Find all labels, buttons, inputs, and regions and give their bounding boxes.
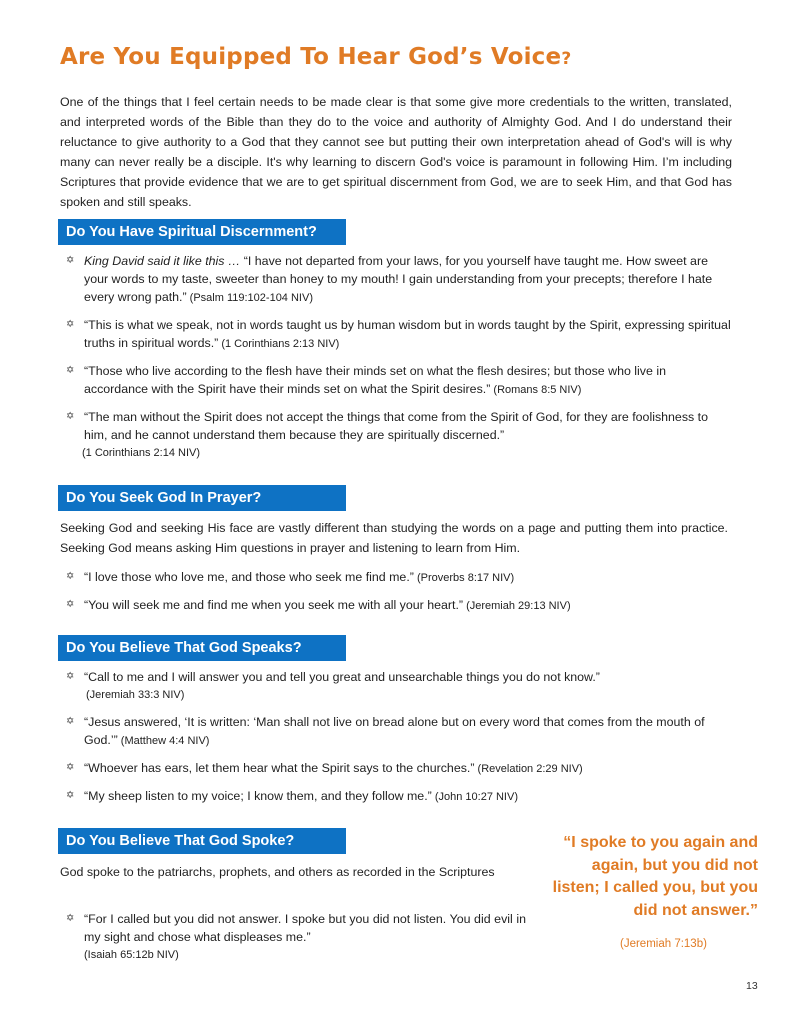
title-text: Are You Equipped To Hear God’s Voice: [60, 44, 562, 70]
list-item: [66, 668, 732, 704]
item-text: “Jesus answered, ‘It is written: ‘Man shall not live on bread alone but on every word that comes from the mouth of God.’”: [84, 715, 705, 747]
item-text: “Whoever has ears, let them hear what the Spirit says to the churches.”: [84, 761, 475, 775]
item-ref: (Psalm 119:102-104 NIV): [186, 292, 313, 304]
star-of-david-icon: ✡: [66, 571, 75, 582]
item-ref: (Proverbs 8:17 NIV): [413, 572, 515, 584]
list-item: [66, 759, 732, 778]
item-ref: (Revelation 2:29 NIV): [474, 763, 583, 775]
star-of-david-icon: ✡: [66, 913, 75, 924]
item-text: “You will seek me and find me when you seek me with all your heart.”: [84, 598, 464, 612]
page-number: 13: [746, 980, 758, 992]
list-item: [66, 596, 732, 615]
star-of-david-icon: ✡: [66, 716, 75, 727]
item-ref: (John 10:27 NIV): [431, 791, 518, 803]
seek-god-paragraph: Seeking God and seeking His face are vastly different than studying the words on a page and putting them into practice. Seeking God means asking Him questions in prayer and listening to learn from Him.: [60, 521, 728, 555]
item-ref: (1 Corinthians 2:13 NIV): [218, 338, 340, 350]
item-text: “My sheep listen to my voice; I know them, and they follow me.”: [84, 789, 432, 803]
item-ref: (Romans 8:5 NIV): [490, 384, 582, 396]
star-of-david-icon: ✡: [66, 762, 75, 773]
list-item: [66, 252, 732, 307]
list-item: [66, 787, 732, 806]
section-header-god-spoke: Do You Believe That God Spoke?: [58, 828, 346, 854]
list-item: [66, 362, 732, 399]
star-of-david-icon: ✡: [66, 365, 75, 376]
section-header-god-speaks: Do You Believe That God Speaks?: [58, 635, 346, 661]
pull-quote-reference: (Jeremiah 7:13b): [620, 938, 707, 950]
item-ref: (Isaiah 65:12b NIV): [84, 949, 179, 961]
page-title: [60, 44, 571, 70]
item-text: “I love those who love me, and those who seek me find me.”: [84, 570, 414, 584]
title-question-mark: ?: [561, 49, 572, 69]
star-of-david-icon: ✡: [66, 790, 75, 801]
star-of-david-icon: ✡: [66, 255, 75, 266]
list-item: [66, 568, 732, 587]
god-spoke-list: [66, 910, 526, 973]
god-spoke-paragraph: God spoke to the patriarchs, prophets, and others as recorded in the Scriptures: [60, 865, 495, 879]
intro-paragraph: One of the things that I feel certain needs to be made clear is that some give more credentials to the written, translated, and interpreted words of the Bible than they do to the voice and authority of Almighty God. And I do understand their reluctance to give authority to a God that they cannot see but putting their own interpretation ahead of God's will is why many can never really be a disciple. It's why learning to discern God's voice is paramount in following Him. I’m including Scriptures that provide evidence that we are to get spiritual discernment from God, we are to seek Him, and that God has spoken and still speaks.: [60, 95, 732, 209]
star-of-david-icon: ✡: [66, 411, 75, 422]
item-text: “The man without the Spirit does not accept the things that come from the Spirit of God, for they are foolishness to him, and he cannot understand them because they are spiritually discerned.”: [84, 410, 708, 442]
item-ref: (Jeremiah 33:3 NIV): [86, 689, 185, 701]
star-of-david-icon: ✡: [66, 319, 75, 330]
list-item: [66, 316, 732, 353]
item-text: “I have not departed from your laws, for you yourself have taught me. How sweet are your words to my taste, sweeter than honey to my mouth! I gain understanding from your precepts; therefore I hate every wrong path.”: [84, 254, 713, 304]
list-item: [66, 408, 732, 462]
pull-quote: “I spoke to you again and again, but you did not listen; I called you, but you did not answer.”: [552, 834, 758, 919]
item-text: “For I called but you did not answer. I spoke but you did not listen. You did evil in my sight and chose what displeases me.”: [84, 912, 526, 944]
star-of-david-icon: ✡: [66, 599, 75, 610]
item-text: “Those who live according to the flesh have their minds set on what the flesh desires; but those who live in accordance with the Spirit have their minds set on what the Spirit desires.”: [84, 364, 666, 396]
seek-god-list: [66, 568, 732, 624]
star-of-david-icon: ✡: [66, 671, 75, 682]
item-text: “This is what we speak, not in words taught us by human wisdom but in words taught by the Spirit, expressing spiritual truths in spiritual words.”: [84, 318, 731, 350]
item-ref: (Matthew 4:4 NIV): [117, 735, 210, 747]
section-header-spiritual-discernment: Do You Have Spiritual Discernment?: [58, 219, 346, 245]
item-lead: King David said it like this …: [84, 254, 241, 268]
item-ref: (1 Corinthians 2:14 NIV): [82, 447, 200, 459]
god-speaks-list: [66, 668, 732, 815]
list-item: [66, 910, 526, 964]
discernment-list: [66, 252, 732, 471]
item-text: “Call to me and I will answer you and tell you great and unsearchable things you do not know.”: [84, 670, 600, 684]
section-header-seek-god: Do You Seek God In Prayer?: [58, 485, 346, 511]
list-item: [66, 713, 732, 750]
item-ref: (Jeremiah 29:13 NIV): [463, 600, 571, 612]
